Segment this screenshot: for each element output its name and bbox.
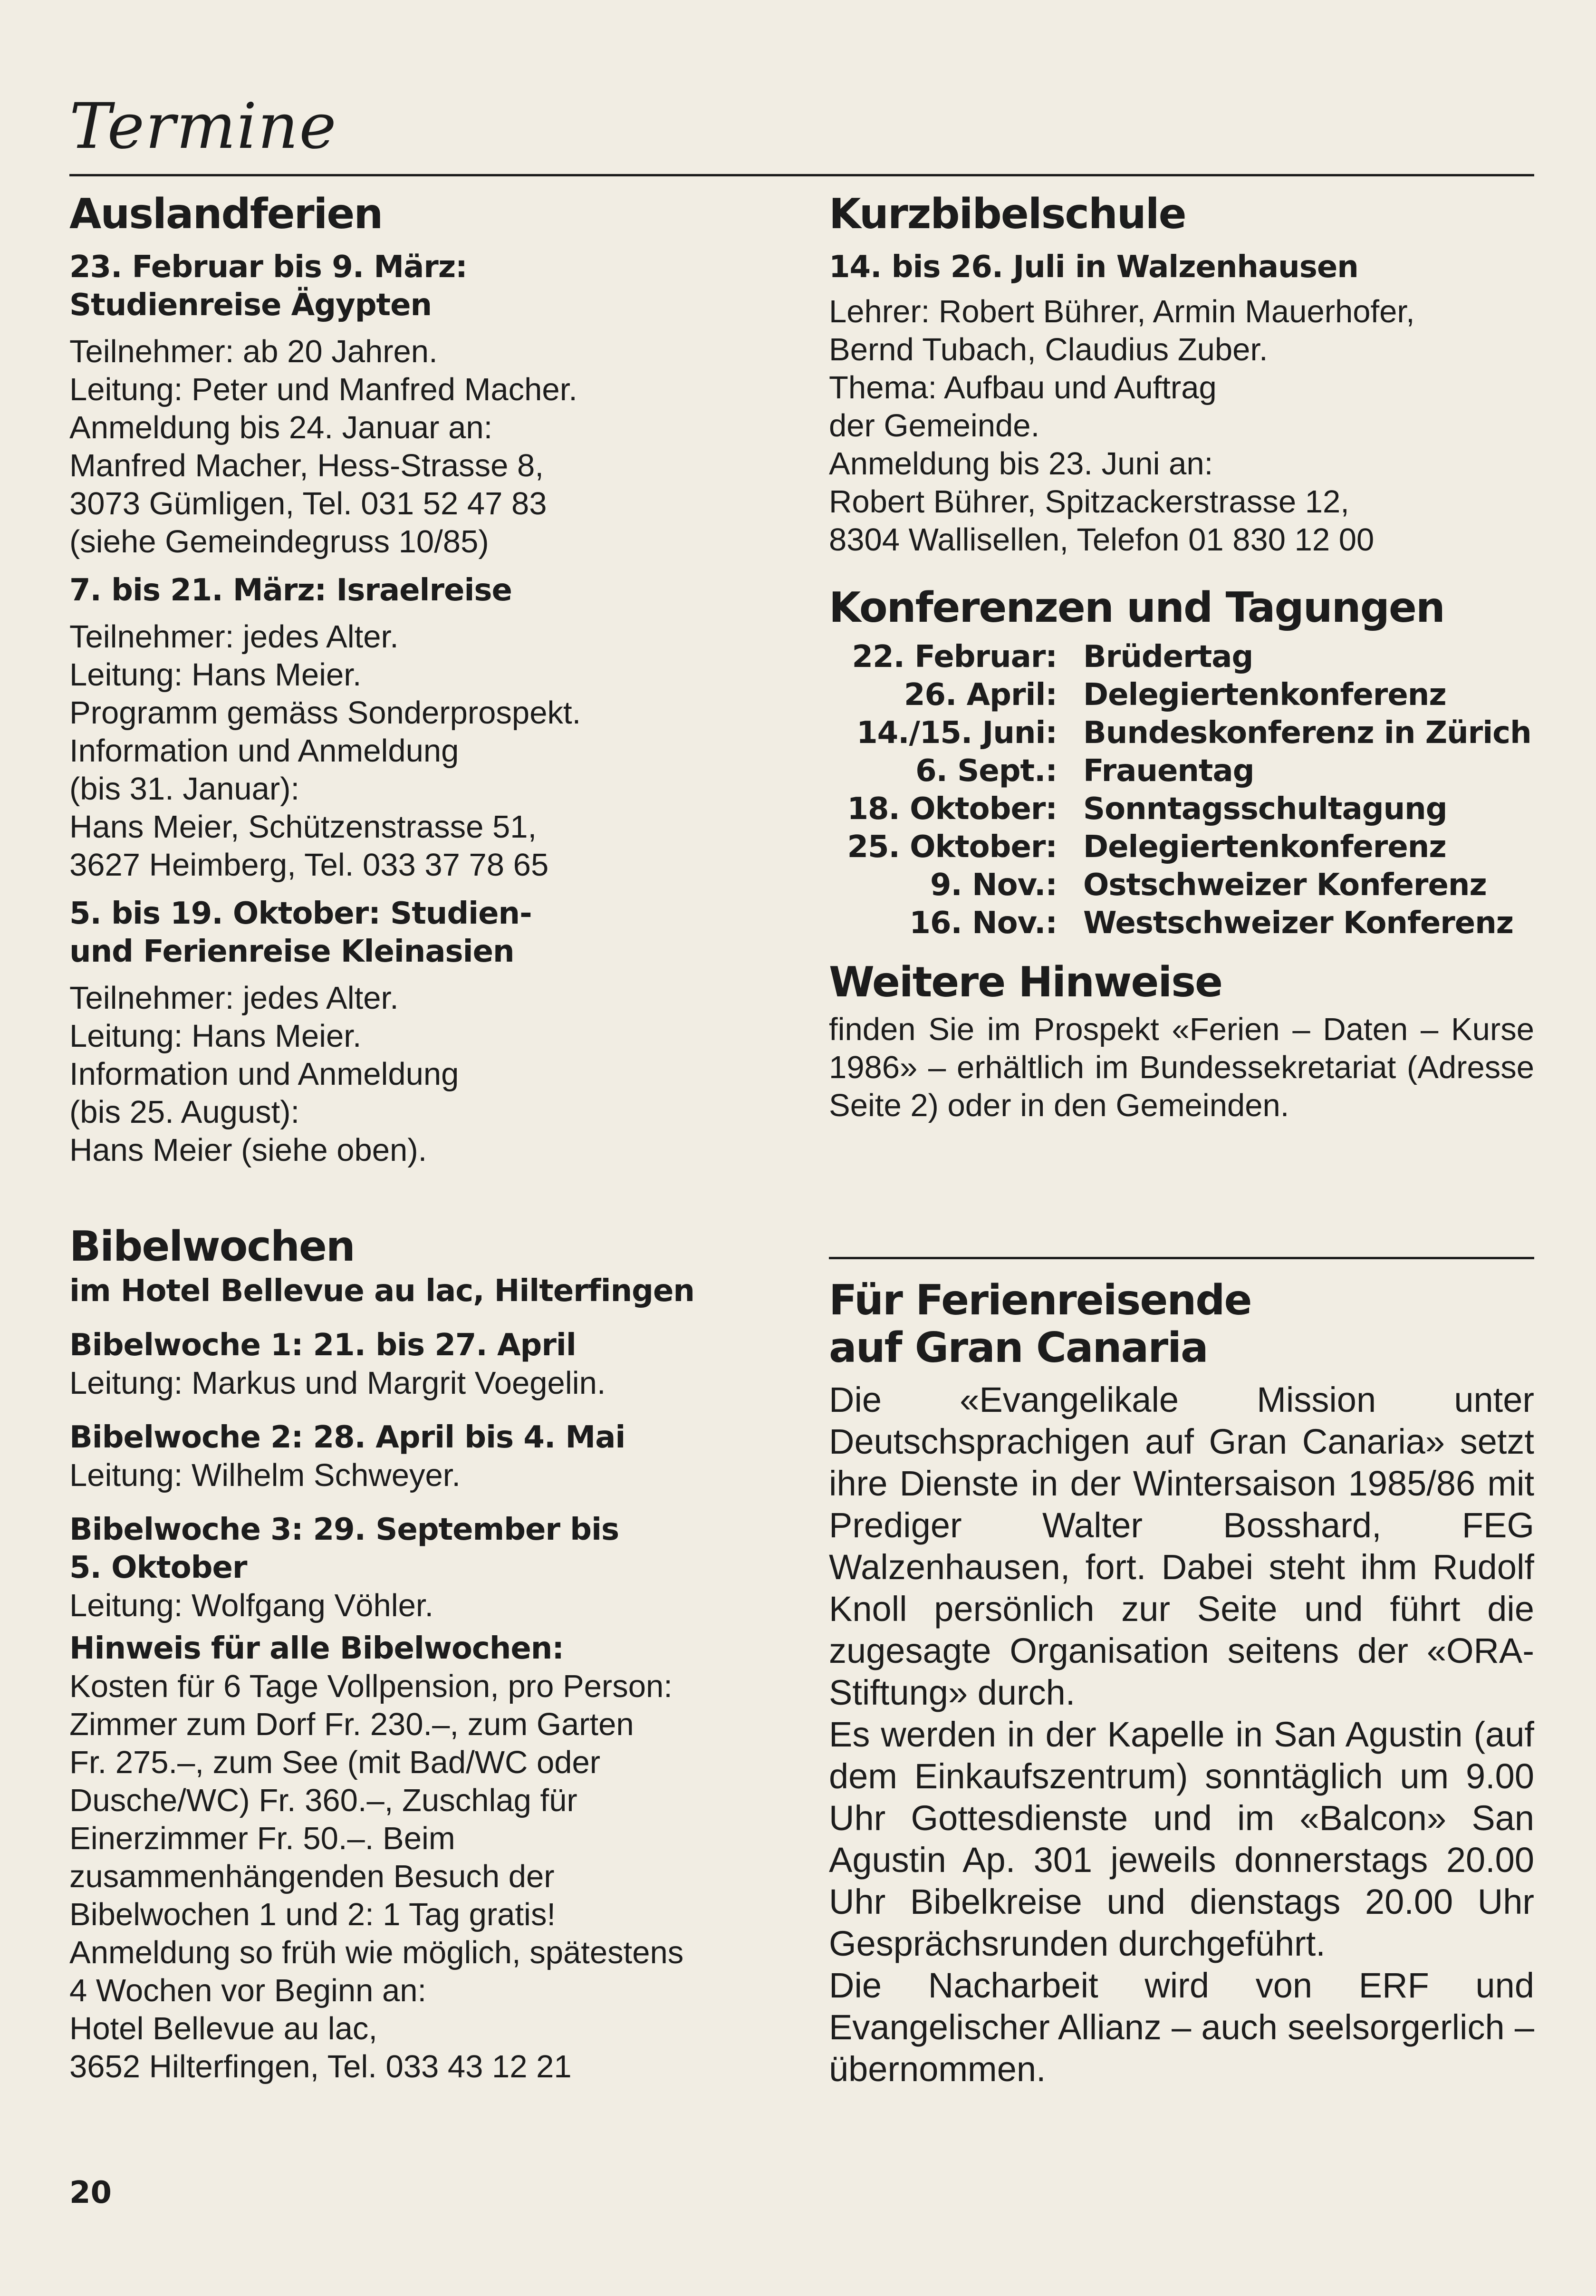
konferenz-row xyxy=(829,676,1534,714)
konferenz-date: 18. Oktober: xyxy=(847,791,1057,827)
gran-canaria-section xyxy=(829,1276,1534,2090)
section-rule xyxy=(829,1257,1534,1259)
gran-canaria-paragraph: Es werden in der Kapelle in San Agustin (auf dem Einkaufszentrum) sonntäglich um 9.00 Uhr Gottesdienste und im «Balcon» San Agustin Ap. 301 jeweils donnerstags 20.00 Uhr Bibelkreise und dienstags 20.00 Uhr Gesprächsrunden durchgeführt. xyxy=(829,1715,1534,1963)
trip-title: 7. bis 21. März: Israelreise xyxy=(69,573,512,608)
bibelwoche-details: Leitung: Markus und Margrit Voegelin. xyxy=(69,1365,606,1401)
weitere-heading: Weitere Hinweise xyxy=(829,958,1222,1006)
konferenz-date: 16. Nov.: xyxy=(909,906,1057,941)
konferenz-event: Ostschweizer Konferenz xyxy=(1083,868,1487,903)
konferenz-date: 25. Oktober: xyxy=(847,830,1057,865)
konferenz-event: Sonntagsschultagung xyxy=(1083,791,1447,827)
trip-item xyxy=(69,248,792,561)
kurzbibelschule-details: Lehrer: Robert Bührer, Armin Mauerhofer, Bernd Tubach, Claudius Zuber. Thema: Aufbau und Auftrag der Gemeinde. Anmeldung bis 23. Juni an: Robert Bührer, Spitzackerstrasse 12, 8304 Wallisellen, Telefon 01 830 12 00 xyxy=(829,294,1415,558)
konferenz-date: 26. April: xyxy=(904,677,1057,713)
page-title: Termine xyxy=(69,90,337,163)
trip-details: Teilnehmer: jedes Alter. Leitung: Hans Meier. Programm gemäss Sonderprospekt. Information und Anmeldung (bis 31. Januar): Hans Meier, Schützenstrasse 51, 3627 Heimberg, Tel. 033 37 78 65 xyxy=(69,619,581,883)
bibelwoche-title: Bibelwoche 3: 29. September bis 5. Oktober xyxy=(69,1512,619,1585)
trip-details: Teilnehmer: jedes Alter. Leitung: Hans Meier. Information und Anmeldung (bis 25. August): Hans Meier (siehe oben). xyxy=(69,980,459,1168)
bibelwochen-subheading: im Hotel Bellevue au lac, Hilterfingen xyxy=(69,1273,694,1309)
trip-item xyxy=(69,571,792,884)
konferenz-date: 22. Februar: xyxy=(852,639,1057,675)
konferenz-date: 9. Nov.: xyxy=(930,868,1057,903)
konferenzen-list xyxy=(829,638,1534,942)
bibelwoche-item xyxy=(69,1418,792,1495)
konferenz-event: Delegiertenkonferenz xyxy=(1083,830,1446,865)
bibelwoche-title: Bibelwoche 2: 28. April bis 4. Mai xyxy=(69,1420,625,1455)
konferenz-row xyxy=(829,714,1534,752)
konferenz-row xyxy=(829,904,1534,942)
bibelwoche-title: Bibelwoche 1: 21. bis 27. April xyxy=(69,1328,576,1363)
trip-details: Teilnehmer: ab 20 Jahren. Leitung: Peter und Manfred Macher. Anmeldung bis 24. Januar an: Manfred Macher, Hess-Strasse 8, 3073 Gümligen, Tel. 031 52 47 83 (siehe Gemeindegruss 10/85) xyxy=(69,334,577,560)
bibelwoche-item xyxy=(69,1326,792,1402)
konferenz-row xyxy=(829,752,1534,790)
konferenz-event: Delegiertenkonferenz xyxy=(1083,677,1446,713)
konferenz-event: Frauentag xyxy=(1083,753,1254,789)
trip-title: 23. Februar bis 9. März: Studienreise Ägypten xyxy=(69,250,467,323)
konferenzen-heading: Konferenzen und Tagungen xyxy=(829,583,1444,632)
weitere-text: finden Sie im Prospekt «Ferien – Daten – Kurse 1986» – erhältlich im Bundessekretariat (Adresse Seite 2) oder in den Gemeinden. xyxy=(829,1012,1534,1123)
left-column xyxy=(69,190,792,2086)
konferenz-event: Brüdertag xyxy=(1083,639,1253,675)
title-rule xyxy=(69,174,1534,176)
gran-canaria-paragraph: Die «Evangelikale Mission unter Deutschsprachigen auf Gran Canaria» setzt ihre Dienste in der Wintersaison 1985/86 mit Prediger Walter Bosshard, FEG Walzenhausen, fort. Dabei steht ihm Rudolf Knoll persönlich zur Seite und führt die zugesagte Organisation seitens der «ORA-Stiftung» durch. xyxy=(829,1380,1534,1712)
bibelwoche-details: Leitung: Wolfgang Vöhler. xyxy=(69,1588,434,1623)
kurzbibelschule-date: 14. bis 26. Juli in Walzenhausen xyxy=(829,250,1358,285)
konferenz-date: 14./15. Juni: xyxy=(856,715,1057,751)
auslandferien-heading: Auslandferien xyxy=(69,190,383,238)
trip-title: 5. bis 19. Oktober: Studien- und Ferienreise Kleinasien xyxy=(69,896,532,969)
bibelwoche-details: Leitung: Wilhelm Schweyer. xyxy=(69,1457,461,1493)
gran-canaria-heading: Für Ferienreisende auf Gran Canaria xyxy=(829,1276,1251,1372)
trip-item xyxy=(69,895,792,1169)
konferenz-date: 6. Sept.: xyxy=(915,753,1057,789)
konferenz-row xyxy=(829,866,1534,904)
konferenz-event: Westschweizer Konferenz xyxy=(1083,906,1513,941)
bibelwochen-note-title: Hinweis für alle Bibelwochen: xyxy=(69,1631,564,1666)
bibelwochen-heading: Bibelwochen xyxy=(69,1222,355,1271)
bibelwochen-note-text: Kosten für 6 Tage Vollpension, pro Person: Zimmer zum Dorf Fr. 230.–, zum Garten Fr. 275.–, zum See (mit Bad/WC oder Dusche/WC) Fr. 360.–, Zuschlag für Einerzimmer Fr. 50.–. Beim zusammenhängenden Besuch der Bibelwochen 1 und 2: 1 Tag gratis! Anmeldung so früh wie möglich, spätestens 4 Wochen vor Beginn an: Hotel Bellevue au lac, 3652 Hilterfingen, Tel. 033 43 12 21 xyxy=(69,1669,684,2084)
konferenz-row xyxy=(829,638,1534,676)
bibelwoche-item xyxy=(69,1511,792,1625)
page-number: 20 xyxy=(69,2175,112,2210)
konferenz-event: Bundeskonferenz in Zürich xyxy=(1083,715,1531,751)
gran-canaria-paragraph: Die Nacharbeit wird von ERF und Evangelischer Allianz – auch seelsorgerlich – übernommen. xyxy=(829,1966,1534,2089)
right-column xyxy=(829,190,1534,1125)
konferenz-row xyxy=(829,790,1534,828)
kurzbibelschule-heading: Kurzbibelschule xyxy=(829,190,1186,238)
konferenz-row xyxy=(829,828,1534,866)
